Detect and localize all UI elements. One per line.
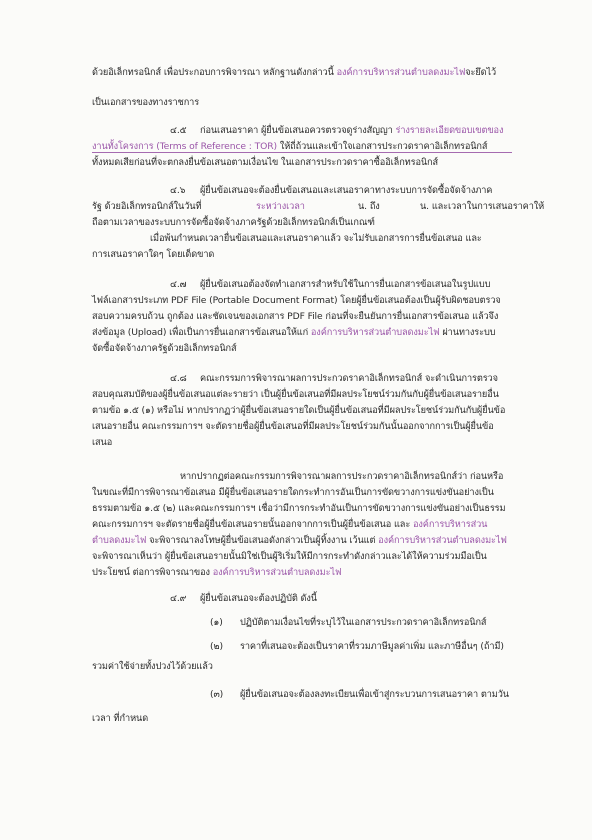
doc-line: ผู้ยื่นข้อเสนอต้องจัดทำเอกสารสำหรับใช้ในการยื่นเอกสารข้อเสนอในรูปแบบ (200, 279, 491, 290)
tor-reference: งานทั้งโครงการ (Terms of Reference : TOR) (92, 141, 277, 152)
section-number: ๔.๘ (170, 373, 187, 384)
doc-line: ผู้ยื่นข้อเสนอจะต้องยื่นข้อเสนอและเสนอราคาทางระบบการจัดซื้อจัดจ้างภาค (200, 185, 493, 196)
doc-line: ทั้งหมดเสียก่อนที่จะตกลงยื่นข้อเสนอตามเงื่อนไข ในเอกสารประกวดราคาซื้ออิเล็กทรอนิกส์ (92, 157, 439, 168)
text: คณะกรรมการฯ จะตัดรายชื่อผู้ยื่นข้อเสนอรายนั้นออกจากการเป็นผู้ยื่นข้อเสนอ และ (92, 519, 413, 530)
doc-line: สอบความครบถ้วน ถูกต้อง และชัดเจนของเอกสาร PDF File ก่อนที่จะยืนยันการยื่นเอกสารข้อเสนอ แล้วจึง (92, 311, 499, 322)
doc-line: เสนอ (92, 437, 113, 448)
org-name: องค์การบริหารส่วนตำบลดงมะไฟ (310, 327, 440, 338)
org-name: องค์การบริหารส่วน (412, 519, 488, 530)
doc-line (92, 534, 507, 547)
tor-reference: ร่างรายละเอียดขอบเขตของ (395, 125, 504, 136)
doc-line: ไฟล์เอกสารประเภท PDF File (Portable Document Format) โดยผู้ยื่นข้อเสนอต้องเป็นผู้รับผิดชอบตรวจ (92, 295, 501, 306)
text: ด้วยอิเล็กทรอนิกส์ เพื่อประกอบการพิจารณา หลักฐานดังกล่าวนี้ (92, 67, 337, 78)
item-number: (๑) (210, 617, 223, 628)
text: ผ่านทางระบบ (439, 327, 496, 338)
org-name: องค์การบริหารส่วนตำบลดงมะไฟ (378, 535, 507, 546)
text: น. และเวลาในการเสนอราคาให้ (420, 201, 545, 212)
doc-line: จะพิจารณาเห็นว่า ผู้ยื่นข้อเสนอรายนั้นมิใช่เป็นผู้ริเริ่มให้มีการกระทำดังกล่าวและได้ให้ความร่วมมือเป็น (92, 551, 487, 562)
list-item: ราคาที่เสนอจะต้องเป็นราคาที่รวมภาษีมูลค่าเพิ่ม และภาษีอื่นๆ (ถ้ามี) (240, 641, 504, 652)
org-name: องค์การบริหารส่วนตำบลดงมะไฟ (336, 67, 466, 78)
doc-line: เมื่อพ้นกำหนดเวลายื่นข้อเสนอและเสนอราคาแล้ว จะไม่รับเอกสารการยื่นข้อเสนอ และ (150, 233, 482, 244)
doc-line: ผู้ยื่นข้อเสนอจะต้องปฏิบัติ ดังนี้ (200, 593, 317, 604)
org-name: ตำบลดงมะไฟ (92, 535, 147, 546)
doc-line: เสนอรายอื่น คณะกรรมการฯ จะตัดรายชื่อผู้ยื่นข้อเสนอที่มีผลประโยชน์ร่วมกันนั้นออกจากการเป็นผู้ยื่นข้อ (92, 421, 494, 432)
section-number: ๔.๕ (170, 125, 187, 136)
org-name: องค์การบริหารส่วนตำบลดงมะไฟ (212, 567, 342, 578)
item-number: (๓) (210, 689, 224, 700)
text: น. ถึง (358, 201, 380, 212)
doc-line: หากปรากฏต่อคณะกรรมการพิจารณาผลการประกวดราคาอิเล็กทรอนิกส์ว่า ก่อนหรือ (180, 471, 504, 482)
underline-mark (92, 152, 512, 153)
text: ส่งข้อมูล (Upload) เพื่อเป็นการยื่นเอกสารข้อเสนอให้แก่ (92, 327, 311, 338)
section-number: ๔.๙ (170, 593, 187, 604)
doc-line (92, 66, 496, 79)
doc-line (200, 124, 503, 137)
list-item-continuation: รวมค่าใช้จ่ายทั้งปวงไว้ด้วยแล้ว (92, 661, 213, 672)
doc-line: การเสนอราคาใดๆ โดยเด็ดขาด (92, 249, 215, 260)
text: จะยึดไว้ (465, 67, 497, 78)
doc-line: คณะกรรมการพิจารณาผลการประกวดราคาอิเล็กทรอนิกส์ จะดำเนินการตรวจ (200, 373, 498, 384)
list-item-continuation: เวลา ที่กำหนด (92, 713, 149, 724)
doc-line: ตามข้อ ๑.๕ (๑) หรือไม่ หากปรากฏว่าผู้ยื่นข้อเสนอรายใดเป็นผู้ยื่นข้อเสนอที่มีผลประโยชน์ร่วมกันกับผู้ยื่นข้อ (92, 405, 506, 416)
text: ประโยชน์ ต่อการพิจารณาของ (92, 567, 213, 578)
text: ให้ถี่ถ้วนและเข้าใจเอกสารประกวดราคาอิเล็กทรอนิกส์ (277, 141, 488, 152)
doc-line (92, 566, 341, 579)
doc-line (92, 326, 495, 339)
section-number: ๔.๗ (170, 279, 187, 290)
doc-line: เป็นเอกสารของทางราชการ (92, 97, 200, 108)
section-number: ๔.๖ (170, 185, 186, 196)
doc-line: สอบคุณสมบัติของผู้ยื่นข้อเสนอแต่ละรายว่า เป็นผู้ยื่นข้อเสนอที่มีผลประโยชน์ร่วมกันกับผู้ยื่นข้อเสนอรายอื่น (92, 389, 499, 400)
list-item: ผู้ยื่นข้อเสนอจะต้องลงทะเบียนเพื่อเข้าสู่กระบวนการเสนอราคา ตามวัน (240, 689, 509, 700)
item-number: (๒) (210, 641, 223, 652)
doc-line: จัดซื้อจัดจ้างภาครัฐด้วยอิเล็กทรอนิกส์ (92, 343, 237, 354)
doc-line: ในขณะที่มีการพิจารณาข้อเสนอ มีผู้ยื่นข้อเสนอรายใดกระทำการอันเป็นการขัดขวางการแข่งขันอย่างเป็น (92, 487, 494, 498)
doc-line: ถือตามเวลาของระบบการจัดซื้อจัดจ้างภาครัฐด้วยอิเล็กทรอนิกส์เป็นเกณฑ์ (92, 217, 375, 228)
list-item: ปฏิบัติตามเงื่อนไขที่ระบุไว้ในเอกสารประกวดราคาอิเล็กทรอนิกส์ (240, 617, 487, 628)
doc-line (92, 518, 487, 531)
time-field-label: ระหว่างเวลา (256, 201, 305, 212)
doc-line: รัฐ ด้วยอิเล็กทรอนิกส์ในวันที่ (92, 201, 202, 212)
text: จะพิจารณาลงโทษผู้ยื่นข้อเสนอดังกล่าวเป็นผู้ทิ้งงาน เว้นแต่ (146, 535, 379, 546)
doc-line: ธรรมตามข้อ ๑.๕ (๒) และคณะกรรมการฯ เชื่อว่ามีการกระทำอันเป็นการขัดขวางการแข่งขันอย่างเป็นธรรม (92, 503, 506, 514)
text: ก่อนเสนอราคา ผู้ยื่นข้อเสนอควรตรวจดูร่างสัญญา (200, 125, 396, 136)
